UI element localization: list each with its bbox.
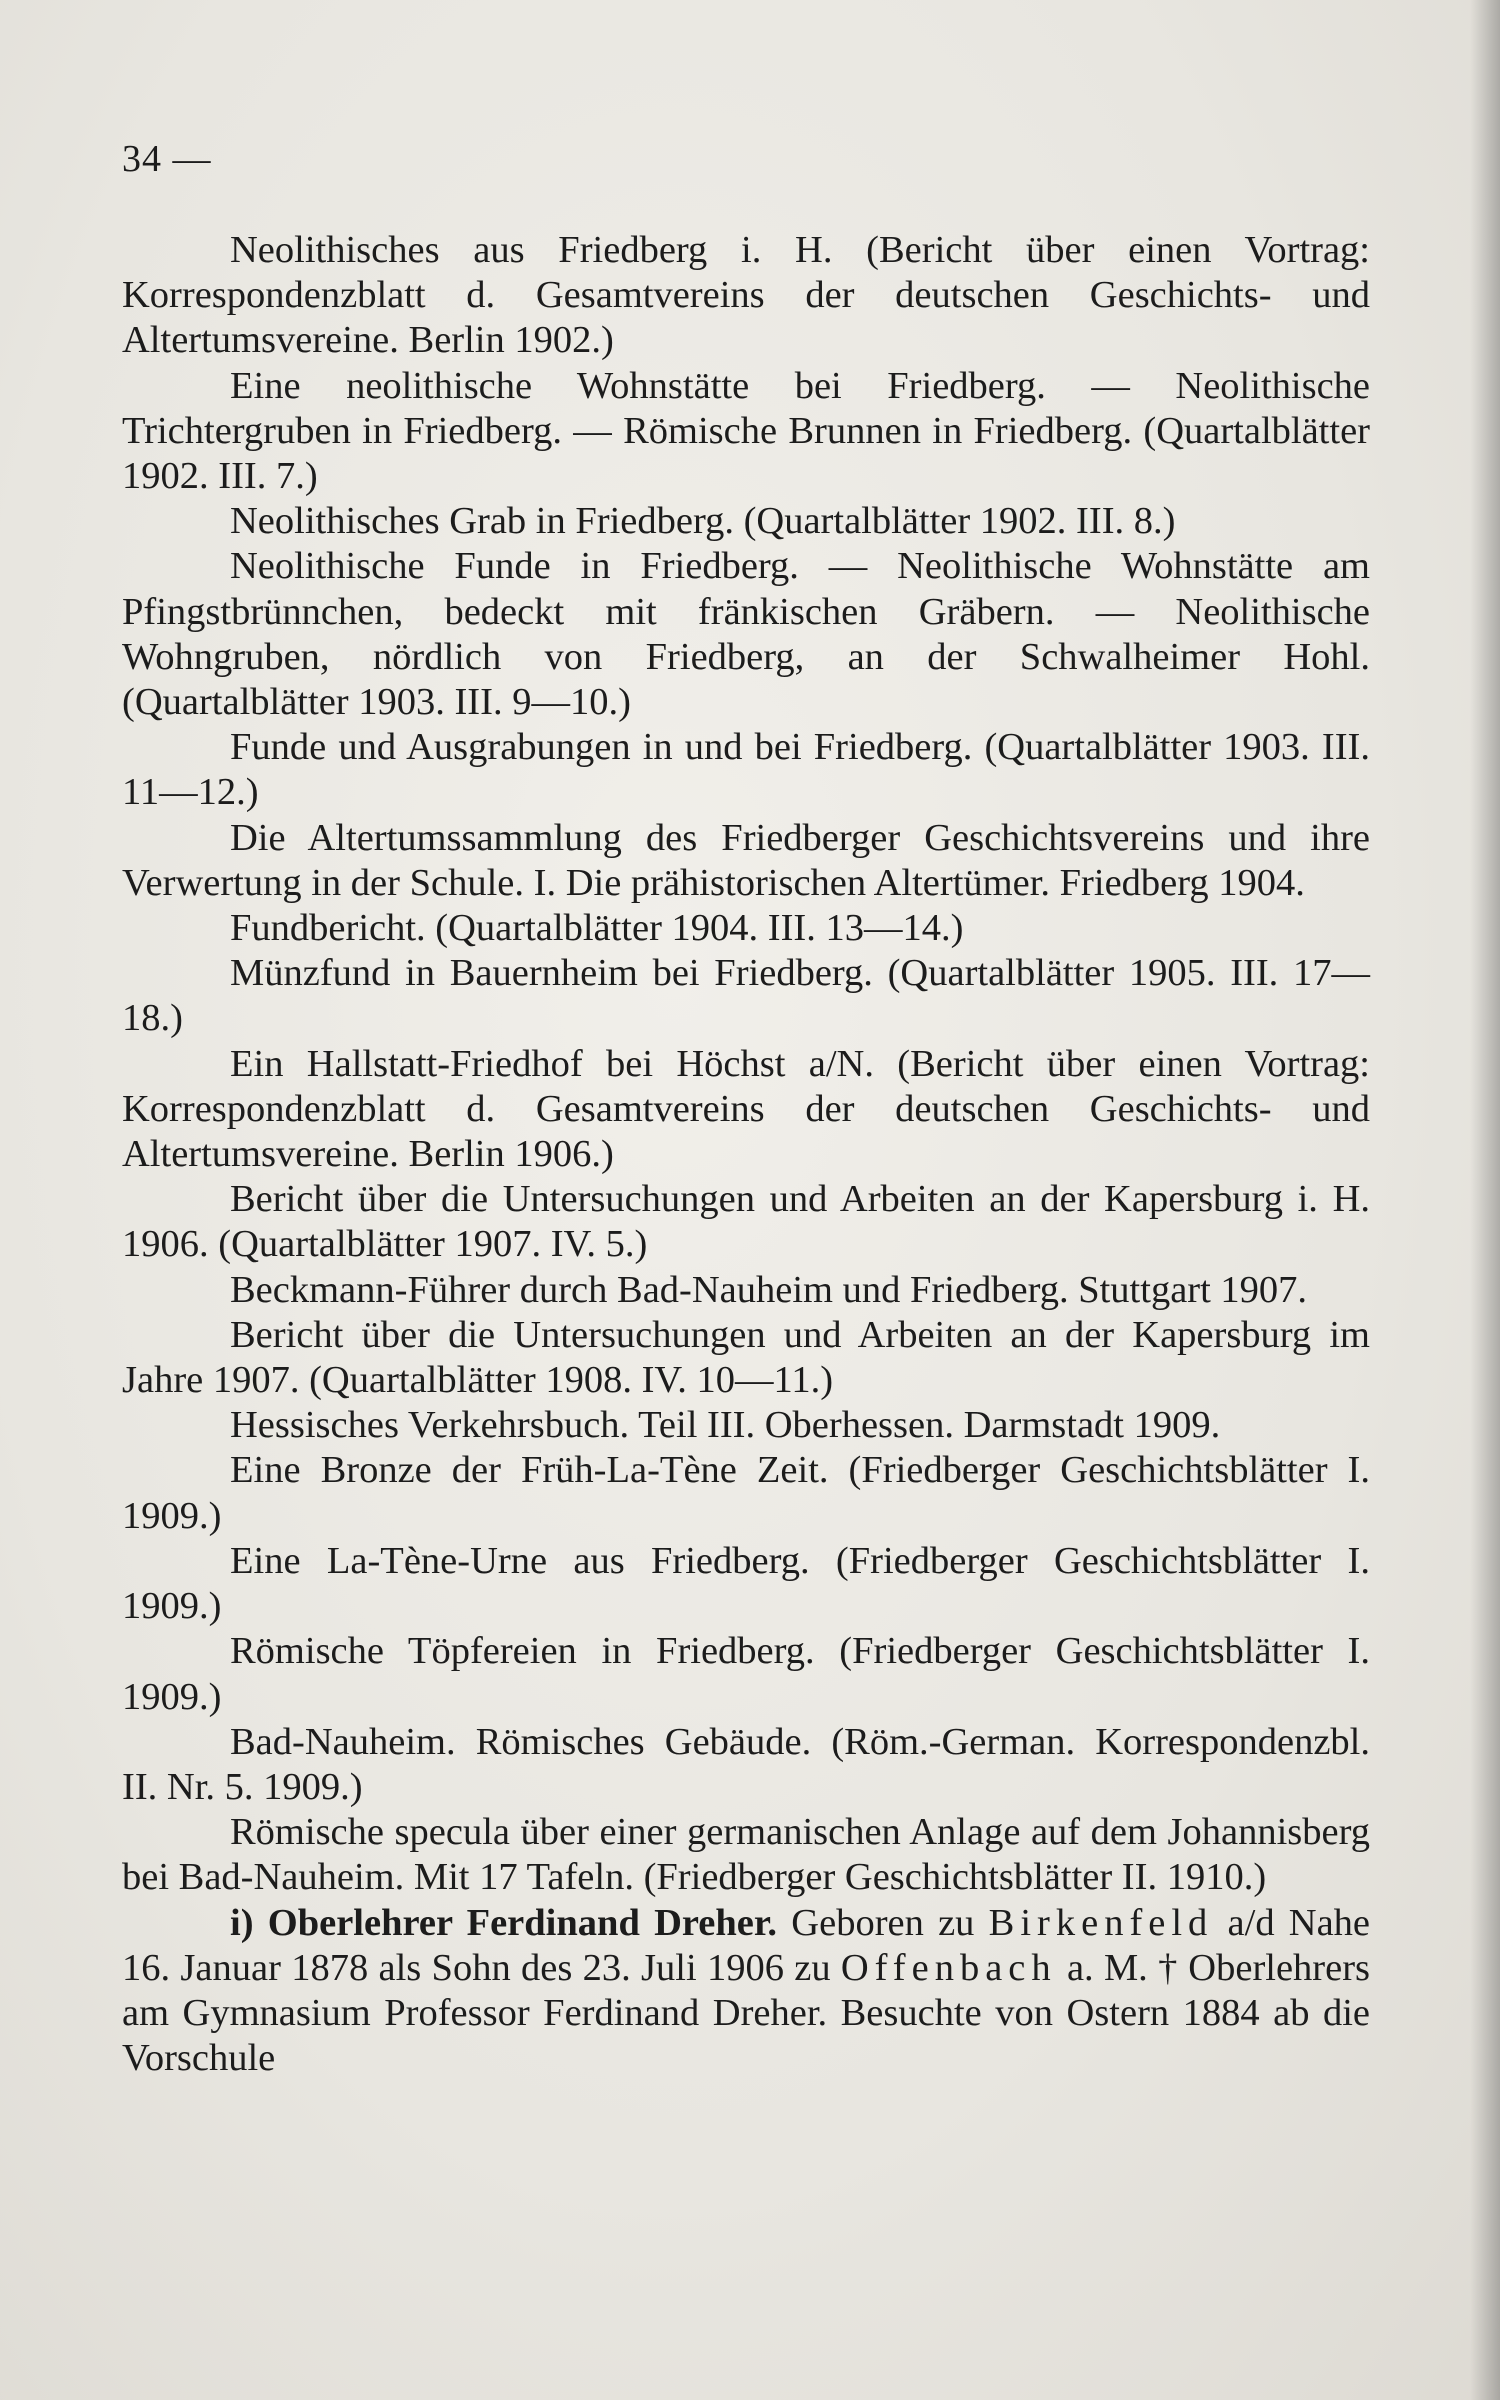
biography-text: a. M. † Oberlehrers am Gymnasium Professor Ferdinand Dreher. Besuchte von Ostern 1884 ab die Vorschule [122, 1946, 1371, 2080]
biography-paragraph [122, 1901, 1370, 2082]
bibliography-entry: Beckmann-Führer durch Bad-Nauheim und Friedberg. Stuttgart 1907. [230, 1268, 1308, 1311]
bibliography-entry: Bericht über die Untersuchungen und Arbeiten an der Kapersburg im Jahre 1907. (Quartalblätter 1908. IV. 10—11.) [122, 1313, 1370, 1402]
bibliography-entry: Neolithisches aus Friedberg i. H. (Bericht über einen Vortrag: Korrespondenzblatt d. Gesamtvereins der deutschen Geschichts- und Altertumsvereine. Berlin 1902.) [122, 229, 1370, 362]
bibliography-entry: Bad-Nauheim. Römisches Gebäude. (Röm.-German. Korrespondenzbl. II. Nr. 5. 1909.) [122, 1720, 1370, 1808]
biography-text: Geboren zu [791, 1901, 975, 1944]
bibliography-list [122, 228, 1370, 2081]
bibliography-entry: Eine neolithische Wohnstätte bei Friedberg. — Neolithische Trichtergruben in Friedberg. — Römische Brunnen in Friedberg. (Quartalblätter 1902. III. 7.) [122, 364, 1370, 498]
bibliography-entry: Fundbericht. (Quartalblätter 1904. III. 13—14.) [230, 907, 964, 950]
bibliography-entry: Bericht über die Untersuchungen und Arbeiten an der Kapersburg i. H. 1906. (Quartalblätter 1907. IV. 5.) [122, 1178, 1370, 1266]
death-place: Offenbach [840, 1946, 1057, 1989]
bibliography-entry: Neolithische Funde in Friedberg. — Neolithische Wohnstätte am Pfingstbrünnchen, bedeckt mit fränkischen Gräbern. — Neolithische Wohngruben, nördlich von Friedberg, an der Schwalheimer Hohl. (Quartalblätter 1903. III. 9—10.) [122, 545, 1370, 724]
bibliography-entry: Funde und Ausgrabungen in und bei Friedberg. (Quartalblätter 1903. III. 11—12.) [122, 726, 1370, 814]
birthplace: Birkenfeld [988, 1901, 1214, 1944]
page-number: 34 — [122, 138, 212, 180]
bibliography-entry: Neolithisches Grab in Friedberg. (Quartalblätter 1902. III. 8.) [230, 500, 1176, 543]
biography-text: a/d Nahe 16. Januar 1878 als Sohn des 23. Juli 1906 zu [122, 1901, 1371, 1989]
bibliography-entry: Römische Töpfereien in Friedberg. (Friedberger Geschichtsblätter I. 1909.) [122, 1630, 1370, 1718]
bibliography-entry: Ein Hallstatt-Friedhof bei Höchst a/N. (Bericht über einen Vortrag: Korrespondenzblatt d. Gesamtvereins der deutschen Geschichts- und Altertumsvereine. Berlin 1906.) [122, 1042, 1370, 1176]
bibliography-entry: Römische specula über einer germanischen Anlage auf dem Johannisberg bei Bad-Nauheim. Mit 17 Tafeln. (Friedberger Geschichtsblätter II. 1910.) [122, 1811, 1370, 1899]
biography-heading: i) Oberlehrer Ferdinand Dreher. [230, 1901, 778, 1944]
bibliography-entry: Eine Bronze der Früh-La-Tène Zeit. (Friedberger Geschichtsblätter I. 1909.) [122, 1449, 1370, 1537]
bibliography-entry: Hessisches Verkehrsbuch. Teil III. Oberhessen. Darmstadt 1909. [230, 1404, 1221, 1447]
bibliography-entry: Münzfund in Bauernheim bei Friedberg. (Quartalblätter 1905. III. 17—18.) [122, 952, 1370, 1040]
page-edge-shadow [1470, 0, 1500, 2400]
bibliography-entry: Die Altertumssammlung des Friedberger Geschichtsvereins und ihre Verwertung in der Schule. I. Die prähistorischen Altertümer. Friedberg 1904. [122, 816, 1370, 904]
bibliography-entry: Eine La-Tène-Urne aus Friedberg. (Friedberger Geschichtsblätter I. 1909.) [122, 1539, 1370, 1628]
